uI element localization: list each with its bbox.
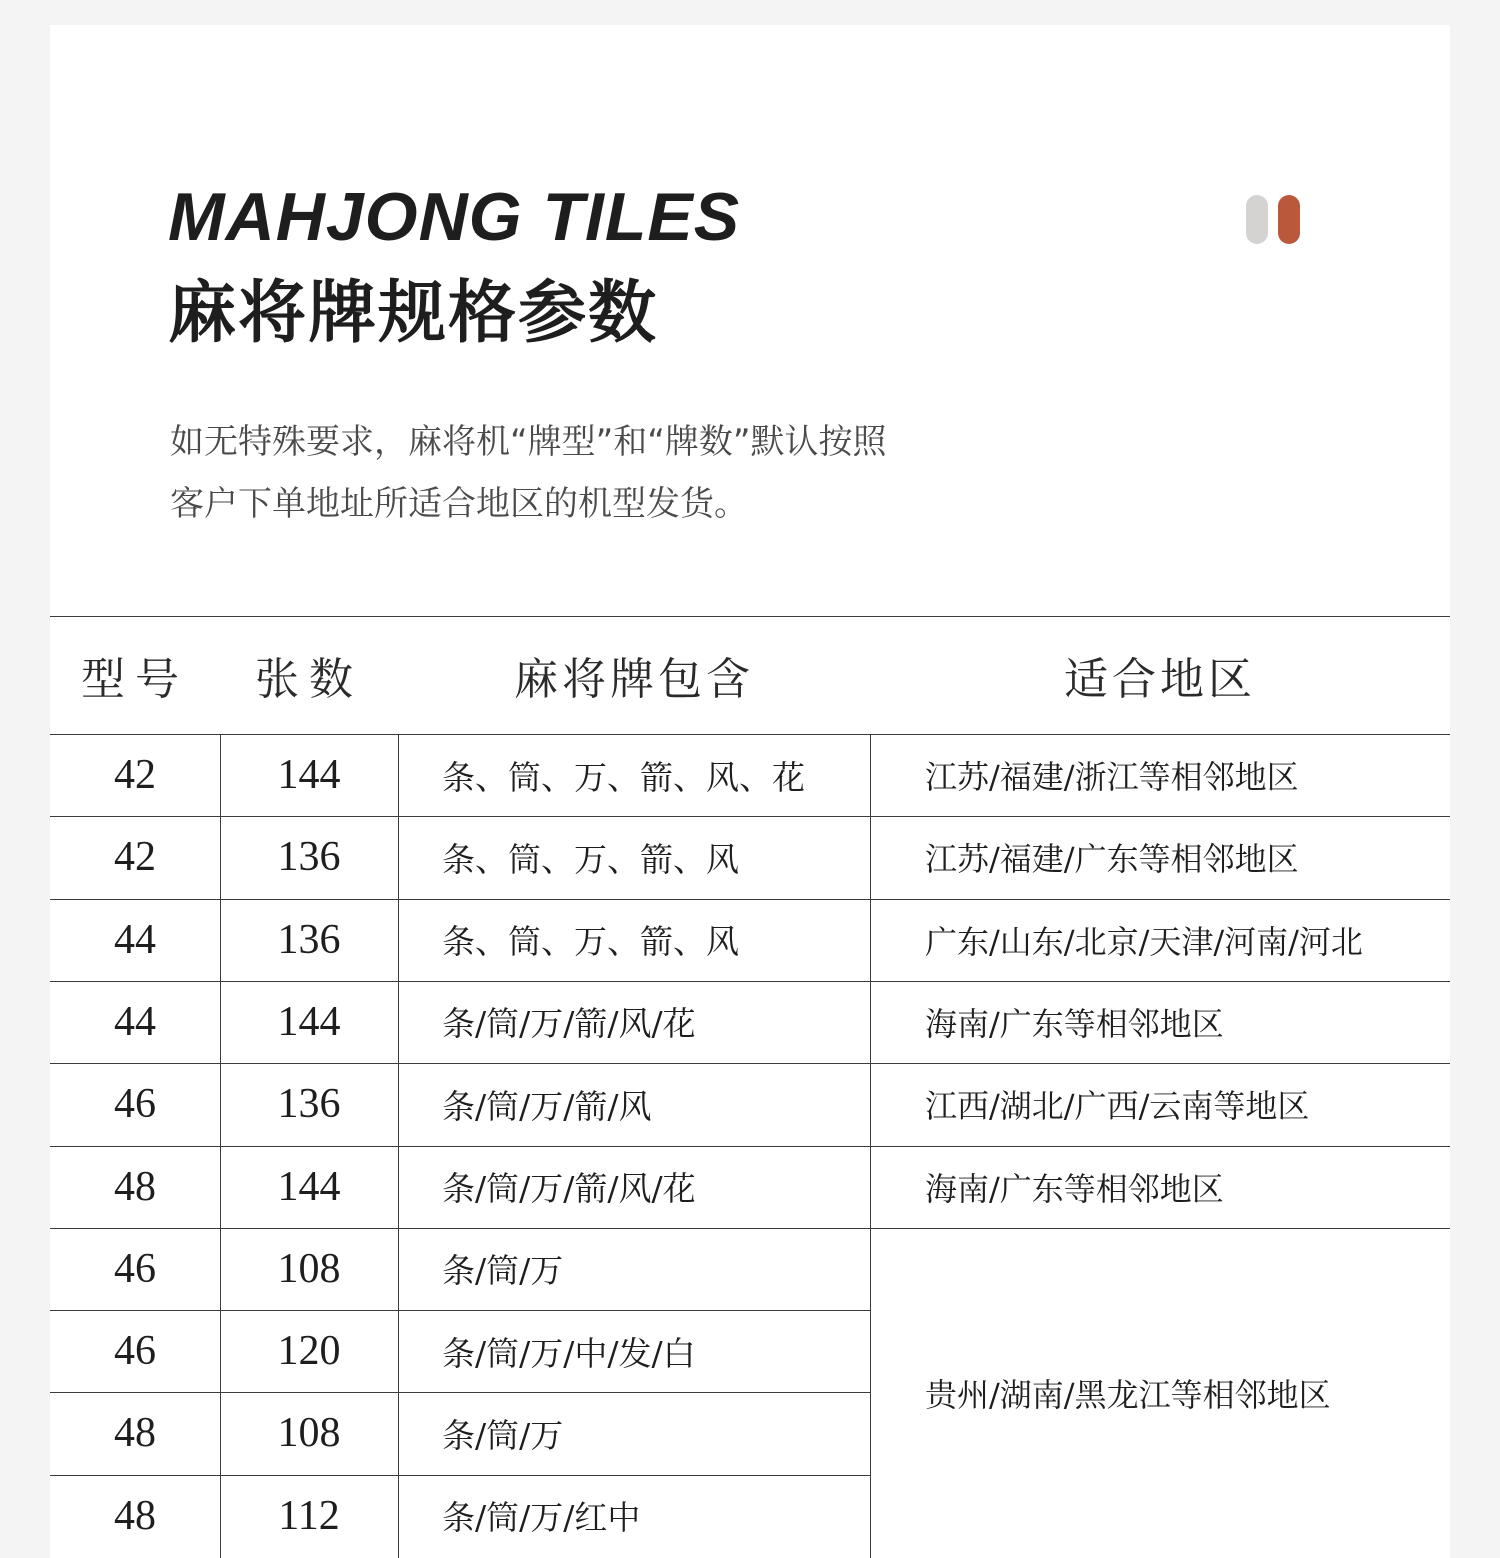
- cell-tiles: 条/筒/万: [442, 1251, 564, 1291]
- description-line-2: 客户下单地址所适合地区的机型发货。: [170, 484, 748, 524]
- description-line-1: 如无特殊要求，麻将机“牌型”和“牌数”默认按照: [170, 422, 887, 462]
- cell-region: 江苏/福建/浙江等相邻地区: [925, 758, 1299, 797]
- cell-model: 42: [114, 752, 156, 798]
- cell-count: 108: [277, 1245, 341, 1292]
- cell-count: 136: [277, 916, 341, 963]
- cell-region: 贵州/湖南/黑龙江等相邻地区: [925, 1375, 1331, 1414]
- table-top-border: [50, 616, 1450, 617]
- cell-tiles: 条/筒/万/箭/风: [442, 1086, 652, 1126]
- header-count: 张数: [255, 654, 363, 705]
- gray-pill-icon: [1246, 195, 1268, 244]
- cell-region: 江西/湖北/广西/云南等地区: [925, 1087, 1310, 1126]
- cell-region: 广东/山东/北京/天津/河南/河北: [925, 922, 1363, 961]
- header-model: 型号: [81, 654, 189, 705]
- header-tiles: 麻将牌包含: [514, 654, 754, 705]
- cell-tiles: 条、筒、万、箭、风: [442, 922, 739, 962]
- cell-tiles: 条/筒/万/箭/风/花: [442, 1004, 696, 1044]
- spec-card: [50, 25, 1450, 1558]
- spec-table: [50, 616, 1450, 1558]
- cell-tiles: 条/筒/万: [442, 1415, 564, 1455]
- cell-region: 海南/广东等相邻地区: [925, 1005, 1224, 1044]
- cell-tiles: 条/筒/万/红中: [442, 1498, 641, 1538]
- cell-model: 48: [114, 1163, 156, 1210]
- cell-count: 144: [277, 752, 341, 798]
- title-english: MAHJONG TILES: [168, 179, 741, 255]
- cell-tiles: 条/筒/万/中/发/白: [442, 1333, 696, 1373]
- description: [170, 411, 1070, 535]
- cell-model: 42: [114, 834, 156, 881]
- cell-count: 144: [277, 998, 341, 1045]
- cell-model: 46: [114, 1245, 156, 1292]
- cell-model: 48: [114, 1410, 156, 1457]
- cell-count: 136: [277, 1081, 341, 1128]
- cell-count: 136: [277, 834, 341, 881]
- cell-count: 120: [277, 1328, 341, 1375]
- cell-model: 46: [114, 1328, 156, 1375]
- decorative-pills: [1246, 195, 1306, 245]
- header-region: 适合地区: [1064, 654, 1256, 705]
- cell-tiles: 条/筒/万/箭/风/花: [442, 1169, 696, 1208]
- cell-count: 112: [278, 1492, 340, 1539]
- cell-region: 海南/广东等相邻地区: [925, 1169, 1224, 1208]
- cell-model: 48: [114, 1492, 156, 1539]
- cell-region: 江苏/福建/广东等相邻地区: [925, 840, 1299, 879]
- title-chinese: 麻将牌规格参数: [168, 274, 659, 353]
- cell-model: 46: [114, 1081, 156, 1128]
- orange-pill-icon: [1278, 195, 1300, 244]
- cell-model: 44: [114, 998, 156, 1045]
- cell-model: 44: [114, 916, 156, 963]
- cell-tiles: 条、筒、万、箭、风: [442, 839, 739, 879]
- cell-count: 144: [277, 1163, 341, 1210]
- cell-count: 108: [277, 1410, 341, 1457]
- cell-tiles: 条、筒、万、箭、风、花: [442, 757, 805, 797]
